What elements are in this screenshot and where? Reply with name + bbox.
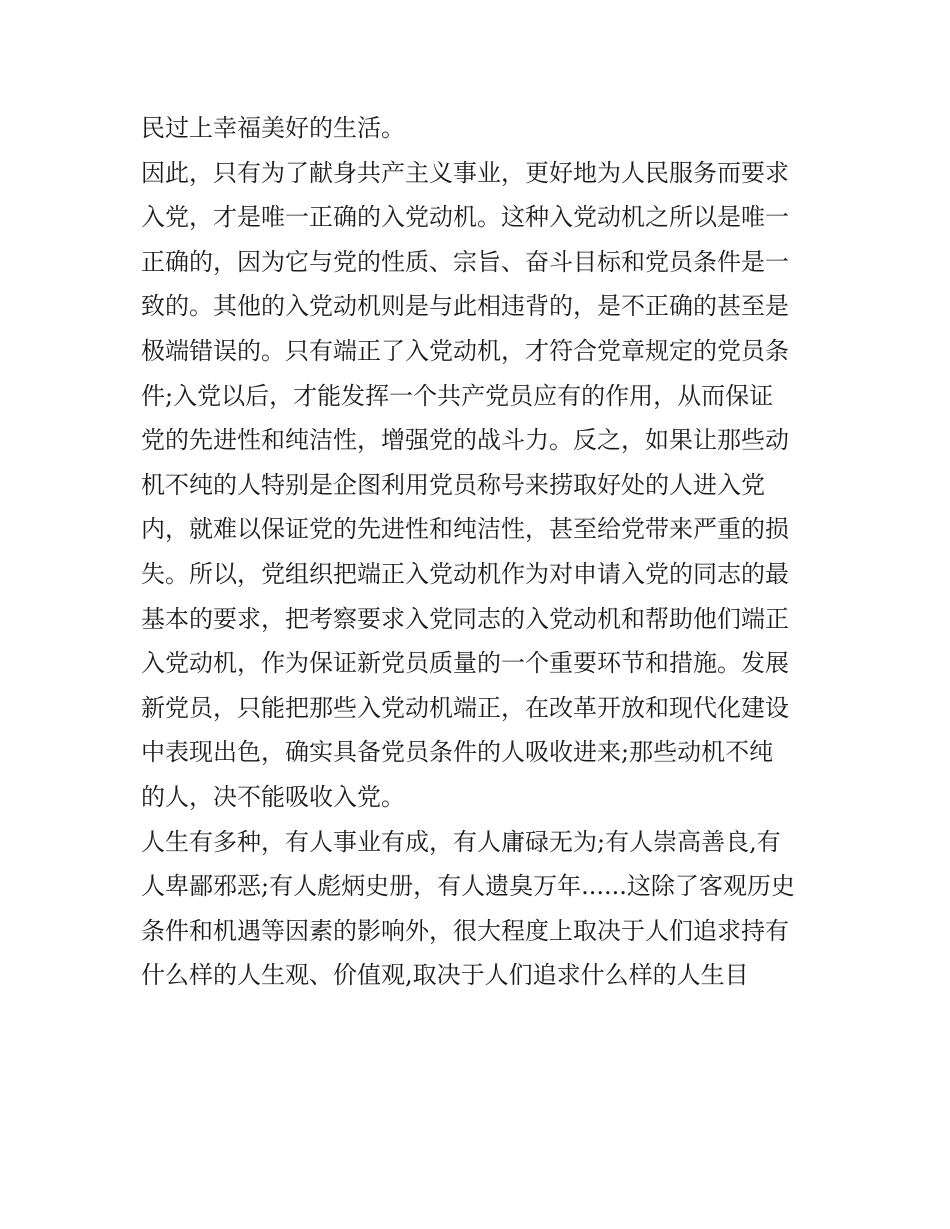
text-line: 正确的，因为它与党的性质、宗旨、奋斗目标和党员条件是一 <box>141 247 789 276</box>
text-line: 党的先进性和纯洁性，增强党的战斗力。反之，如果让那些动 <box>141 426 789 455</box>
text-line: 人生有多种，有人事业有成，有人庸碌无为;有人崇高善良,有 <box>141 827 781 856</box>
text-line: 极端错误的。只有端正了入党动机，才符合党章规定的党员条 <box>141 336 789 365</box>
text-line: 新党员，只能把那些入党动机端正，在改革开放和现代化建设 <box>141 693 789 722</box>
text-line: 机不纯的人特别是企图利用党员称号来捞取好处的人进入党 <box>141 470 765 499</box>
text-line: 什么样的人生观、价值观,取决于人们追求什么样的人生目 <box>141 961 749 990</box>
text-line: 条件和机遇等因素的影响外，很大程度上取决于人们追求持有 <box>141 916 789 945</box>
text-line: 民过上幸福美好的生活。 <box>141 114 405 142</box>
text-line: 致的。其他的入党动机则是与此相违背的，是不正确的甚至是 <box>141 292 789 321</box>
text-line: 内，就难以保证党的先进性和纯洁性，甚至给党带来严重的损 <box>141 515 789 544</box>
text-line: 的人，决不能吸收入党。 <box>141 782 405 811</box>
text-line: 基本的要求，把考察要求入党同志的入党动机和帮助他们端正 <box>141 604 789 633</box>
text-line: 入党，才是唯一正确的入党动机。这种入党动机之所以是唯一 <box>141 203 789 232</box>
text-line: 失。所以，党组织把端正入党动机作为对申请入党的同志的最 <box>141 559 789 588</box>
text-line: 入党动机，作为保证新党员质量的一个重要环节和措施。发展 <box>141 649 789 678</box>
text-line: 人卑鄙邪恶;有人彪炳史册，有人遗臭万年......这除了客观历史 <box>141 872 795 901</box>
text-line: 件;入党以后，才能发挥一个共产党员应有的作用，从而保证 <box>141 381 774 410</box>
text-line: 因此，只有为了献身共产主义事业，更好地为人民服务而要求 <box>141 158 789 187</box>
text-line: 中表现出色，确实具备党员条件的人吸收进来;那些动机不纯 <box>141 738 774 767</box>
document-body <box>141 106 821 998</box>
